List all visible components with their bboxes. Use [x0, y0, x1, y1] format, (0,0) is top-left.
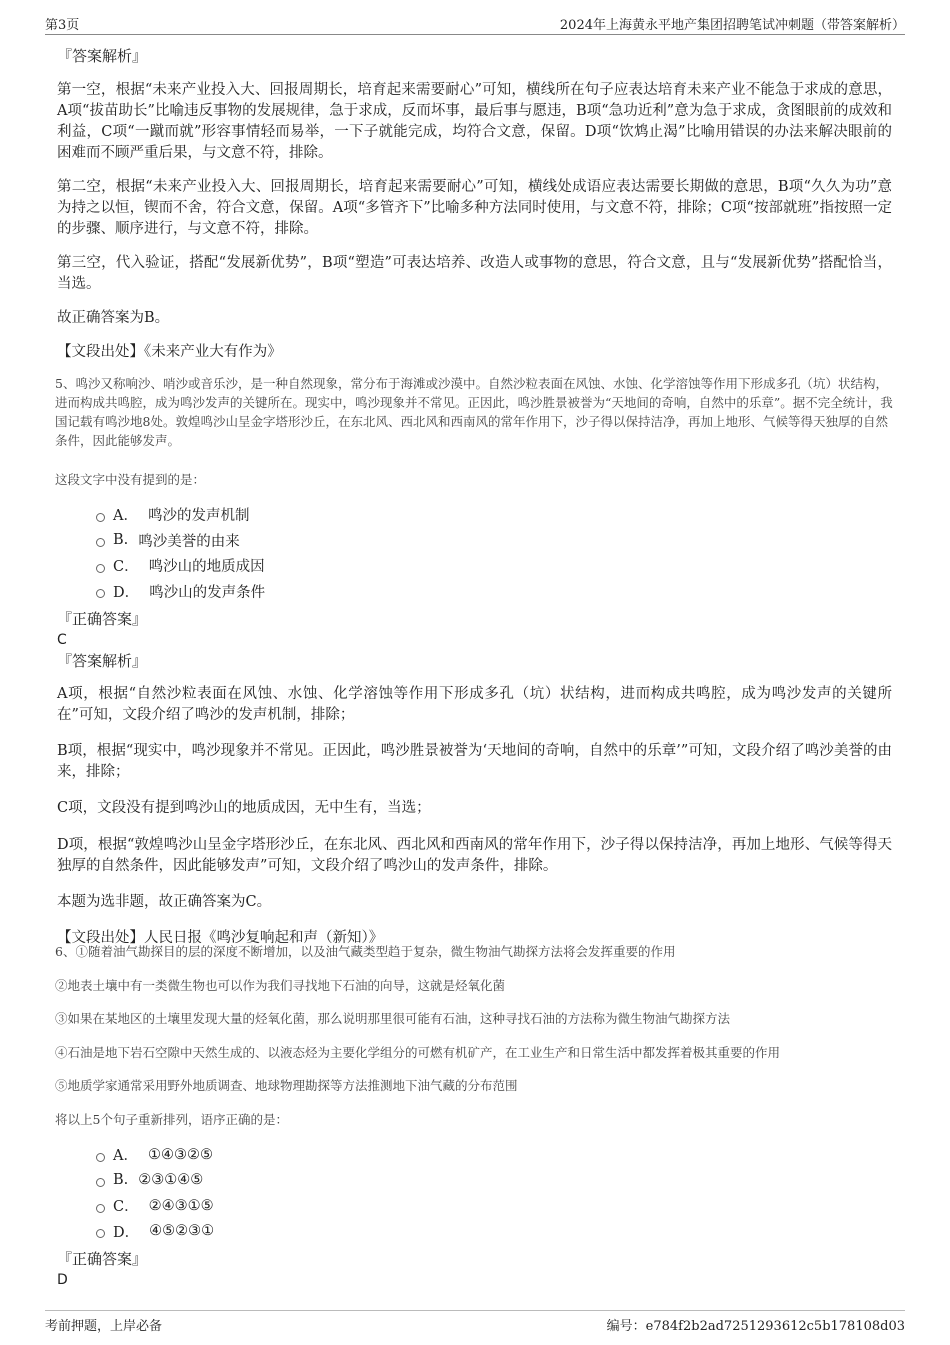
answer-heading: 『正确答案』	[57, 610, 148, 628]
radio-icon[interactable]	[96, 538, 105, 547]
source-citation: 【文段出处】《未来产业大有作为》	[57, 344, 282, 360]
page-header	[45, 12, 905, 35]
radio-icon[interactable]	[96, 1153, 105, 1162]
option-b[interactable]: B. 鸣沙美誉的由来	[96, 528, 265, 554]
q5-analysis	[57, 684, 892, 949]
option-a[interactable]: A． 鸣沙的发声机制	[96, 502, 265, 528]
radio-icon[interactable]	[96, 564, 105, 573]
page-footer	[45, 1310, 905, 1337]
q6-options	[96, 1142, 214, 1244]
analysis-conclusion: 故正确答案为B。	[57, 310, 170, 326]
analysis-heading: 『答案解析』	[57, 652, 148, 670]
radio-icon[interactable]	[96, 1229, 105, 1238]
option-d[interactable]: D． 鸣沙山的发声条件	[96, 579, 265, 605]
q6-sentence-5: ⑤地质学家通常采用野外地质调查、地球物理勘探等方法推测地下油气藏的分布范围	[55, 1078, 518, 1093]
source-citation: 【文段出处】人民日报《鸣沙复响起和声（新知）》	[57, 930, 384, 946]
q6-sentence-2: ②地表土壤中有一类微生物也可以作为我们寻找地下石油的向导，这就是烃氧化菌	[55, 978, 506, 993]
footer-slogan: 考前押题，上岸必备	[45, 1319, 163, 1334]
option-d[interactable]: D． ④⑤②③①	[96, 1219, 214, 1245]
analysis-paragraph: A项，根据“自然沙粒表面在风蚀、水蚀、化学溶蚀等作用下形成多孔（坑）状结构，进而构成共鸣腔，成为鸣沙发声的关键所在”可知，文段介绍了鸣沙的发声机制，排除；	[57, 686, 892, 723]
question-text: 5、鸣沙又称响沙、哨沙或音乐沙，是一种自然现象，常分布于海滩或沙漠中。自然沙粒表面在风蚀、水蚀、化学溶蚀等作用下形成多孔（坑）状结构，进而构成共鸣腔，成为鸣沙发声的关键所在。现实中，鸣沙现象并不常见。正因此，鸣沙胜景被誉为“天地间的奇响，自然中的乐章”。据不完全统计，我国记载有鸣沙地8处。敦煌鸣沙山呈金字塔形沙丘，在东北风、西北风和西南风的常年作用下，沙子得以保持洁净，再加上地形、气候等得天独厚的自然条件，因此能够发声。	[55, 376, 893, 448]
answer-heading: 『正确答案』	[57, 1250, 148, 1268]
q4-analysis	[57, 46, 892, 363]
analysis-paragraph: 第二空，根据“未来产业投入大、回报周期长，培育起来需要耐心”可知，横线处成语应表达需要长期做的意思，B项“久久为功”意为持之以恒，锲而不舍，符合文意，保留。A项“多管齐下”比喻多种方法同时使用，与文意不符，排除；C项“按部就班”指按照一定的步骤、顺序进行，与文意不符，排除。	[57, 179, 892, 237]
option-a[interactable]: A． ①④③②⑤	[96, 1142, 214, 1168]
page-number: 第3页	[45, 18, 80, 33]
answer-letter: C	[57, 632, 67, 648]
analysis-paragraph: C项，文段没有提到鸣沙山的地质成因，无中生有，当选；	[57, 800, 431, 816]
radio-icon[interactable]	[96, 513, 105, 522]
radio-icon[interactable]	[96, 1178, 105, 1187]
document-title: 2024年上海黄永平地产集团招聘笔试冲刺题（带答案解析）	[559, 18, 905, 33]
analysis-conclusion: 本题为选非题，故正确答案为C。	[57, 894, 272, 910]
analysis-paragraph: 第一空，根据“未来产业投入大、回报周期长，培育起来需要耐心”可知，横线所在句子应表达培育未来产业不能急于求成的意思，A项“拔苗助长”比喻违反事物的发展规律，急于求成，反而坏事，最后事与愿违，B项“急功近利”意为急于求成，贪图眼前的成效和利益，C项“一蹴而就”形容事情轻而易举，一下子就能完成，均符合文意，保留。D项“饮鸩止渴”比喻用错误的办法来解决眼前的困难而不顾严重后果，与文意不符，排除。	[57, 82, 892, 161]
analysis-paragraph: D项，根据“敦煌鸣沙山呈金字塔形沙丘，在东北风、西北风和西南风的常年作用下，沙子得以保持洁净，再加上地形、气候等得天独厚的自然条件，因此能够发声”可知，文段介绍了鸣沙山的发声条件，排除。	[57, 837, 892, 874]
analysis-paragraph: B项，根据“现实中，鸣沙现象并不常见。正因此，鸣沙胜景被誉为‘天地间的奇响，自然中的乐章’”可知，文段介绍了鸣沙美誉的由来，排除；	[57, 743, 892, 780]
option-c[interactable]: C． 鸣沙山的地质成因	[96, 553, 265, 579]
answer-letter: D	[57, 1272, 68, 1288]
radio-icon[interactable]	[96, 589, 105, 598]
q5-options	[96, 502, 265, 604]
radio-icon[interactable]	[96, 1204, 105, 1213]
option-c[interactable]: C． ②④③①⑤	[96, 1193, 214, 1219]
question-prompt: 将以上5个句子重新排列，语序正确的是：	[55, 1112, 288, 1127]
analysis-heading: 『答案解析』	[57, 47, 148, 65]
option-b[interactable]: B. ②③①④⑤	[96, 1168, 214, 1194]
q5-answer	[57, 609, 147, 671]
document-code: 编号：e784f2b2ad7251293612c5b178108d03	[606, 1319, 905, 1334]
question-5	[55, 374, 895, 450]
q6-sentence-4: ④石油是地下岩石空隙中天然生成的、以液态烃为主要化学组分的可燃有机矿产，在工业生产和日常生活中都发挥着极其重要的作用	[55, 1045, 781, 1060]
analysis-paragraph: 第三空，代入验证，搭配“发展新优势”，B项“塑造”可表达培养、改造人或事物的意思，符合文意，且与“发展新优势”搭配恰当，当选。	[57, 255, 892, 292]
question-prompt: 这段文字中没有提到的是：	[55, 472, 206, 487]
q6-sentence-1: 6、①随着油气勘探目的层的深度不断增加，以及油气藏类型趋于复杂，微生物油气勘探方法将会发挥重要的作用	[55, 944, 676, 959]
q6-sentence-3: ③如果在某地区的土壤里发现大量的烃氧化菌，那么说明那里很可能有石油，这种寻找石油的方法称为微生物油气勘探方法	[55, 1011, 731, 1026]
q6-answer	[57, 1249, 147, 1290]
